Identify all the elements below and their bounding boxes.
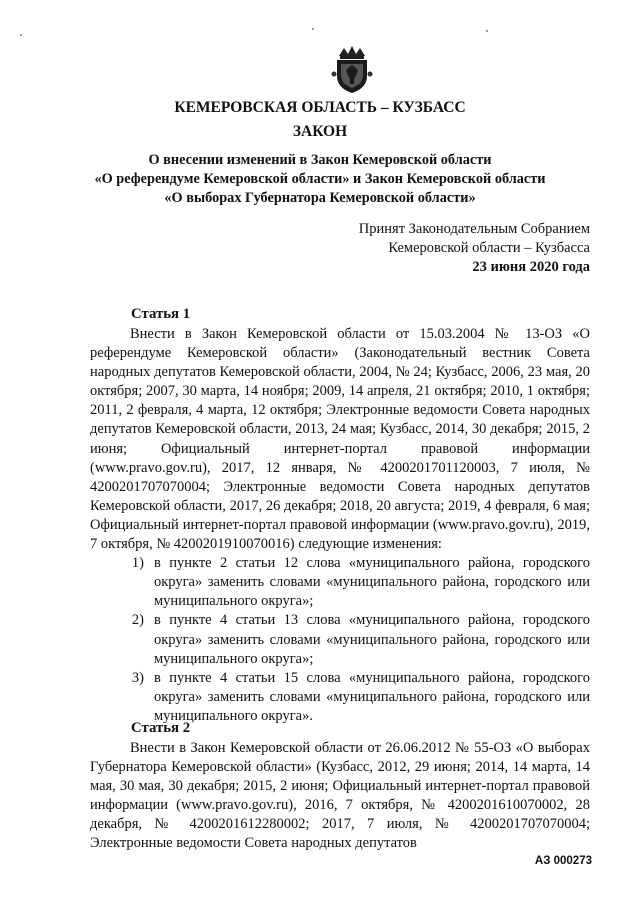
form-serial-number: АЗ 000273 [534, 855, 592, 867]
law-title-line: О внесении изменений в Закон Кемеровской области [148, 152, 492, 168]
law-title [0, 151, 640, 208]
list-item [90, 669, 590, 726]
coat-of-arms-emblem [331, 44, 373, 94]
article-1-body [90, 325, 590, 726]
scan-speck [312, 28, 314, 30]
list-item-text: в пункте 4 статьи 15 слова «муниципального района, городского округа» заменить словами «муниципального района, городского или муниципального округа». [154, 669, 590, 724]
list-item-number: 1) [131, 555, 144, 572]
list-item [90, 611, 590, 668]
list-item-text: в пункте 4 статьи 13 слова «муниципального района, городского округа» заменить словами «муниципального района, городского или муниципального округа»; [154, 612, 590, 667]
adoption-line: Кемеровской области – Кузбасса [388, 240, 590, 256]
list-item-number: 2) [131, 612, 144, 629]
list-item-number: 3) [131, 669, 144, 686]
article-2-body [90, 739, 590, 854]
region-heading: КЕМЕРОВСКАЯ ОБЛАСТЬ – КУЗБАСС [174, 99, 466, 116]
article-2-heading: Статья 2 [131, 720, 191, 736]
adoption-date: 23 июня 2020 года [472, 259, 590, 275]
scan-speck [20, 34, 22, 36]
scan-speck [486, 30, 488, 32]
article-1-heading: Статья 1 [131, 306, 191, 322]
law-title-line: «О выборах Губернатора Кемеровской области» [164, 190, 476, 206]
adoption-line: Принят Законодательным Собранием [358, 221, 590, 237]
list-item-text: в пункте 2 статьи 12 слова «муниципального района, городского округа» заменить словами «муниципального района, городского или муниципального округа»; [154, 555, 590, 610]
list-item [90, 554, 590, 611]
adoption-block [359, 220, 590, 277]
law-title-line: «О референдуме Кемеровской области» и Закон Кемеровской области [94, 171, 546, 187]
article-2-intro: Внести в Закон Кемеровской области от 26.06.2012 № 55-ОЗ «О выборах Губернатора Кемеровской области» (Кузбасс, 2012, 29 июня; 2014, 14 марта, 14 мая, 30 мая, 30 декабря; 2015, 2 июня; Официальный интернет-портал правовой информации (www.pravo.gov.ru), 2016, 7 октября, № 4200201610070002, 28 декабря, № 4200201612280002; 2017, 7 июля, № 4200201707070004; Электронные ведомости Совета народных депутатов [90, 740, 590, 852]
document-type-heading: ЗАКОН [292, 123, 348, 140]
article-1-intro: Внести в Закон Кемеровской области от 15.03.2004 № 13-ОЗ «О референдуме Кемеровской области» (Законодательный вестник Совета народных депутатов Кемеровской области, 2004, № 24; Кузбасс, 2006, 23 мая, 20 октября; 2007, 30 марта, 14 ноября; 2009, 14 апреля, 21 октября; 2010, 1 октября; 2011, 2 февраля, 4 марта, 12 октября; Электронные ведомости Совета народных депутатов Кемеровской области, 2013, 24 мая; Кузбасс, 2014, 30 декабря; 2015, 2 июня; Официальный интернет-портал правовой информации (www.pravo.gov.ru), 2017, 12 января, № 4200201701120003, 7 июля, № 4200201707070004; Электронные ведомости Совета народных депутатов Кемеровской области, 2017, 26 декабря; 2018, 20 августа; 2019, 4 февраля, 6 мая; Официальный интернет-портал правовой информации (www.pravo.gov.ru), 2019, 7 октября, № 4200201910070016) следующие изменения: [90, 326, 590, 553]
